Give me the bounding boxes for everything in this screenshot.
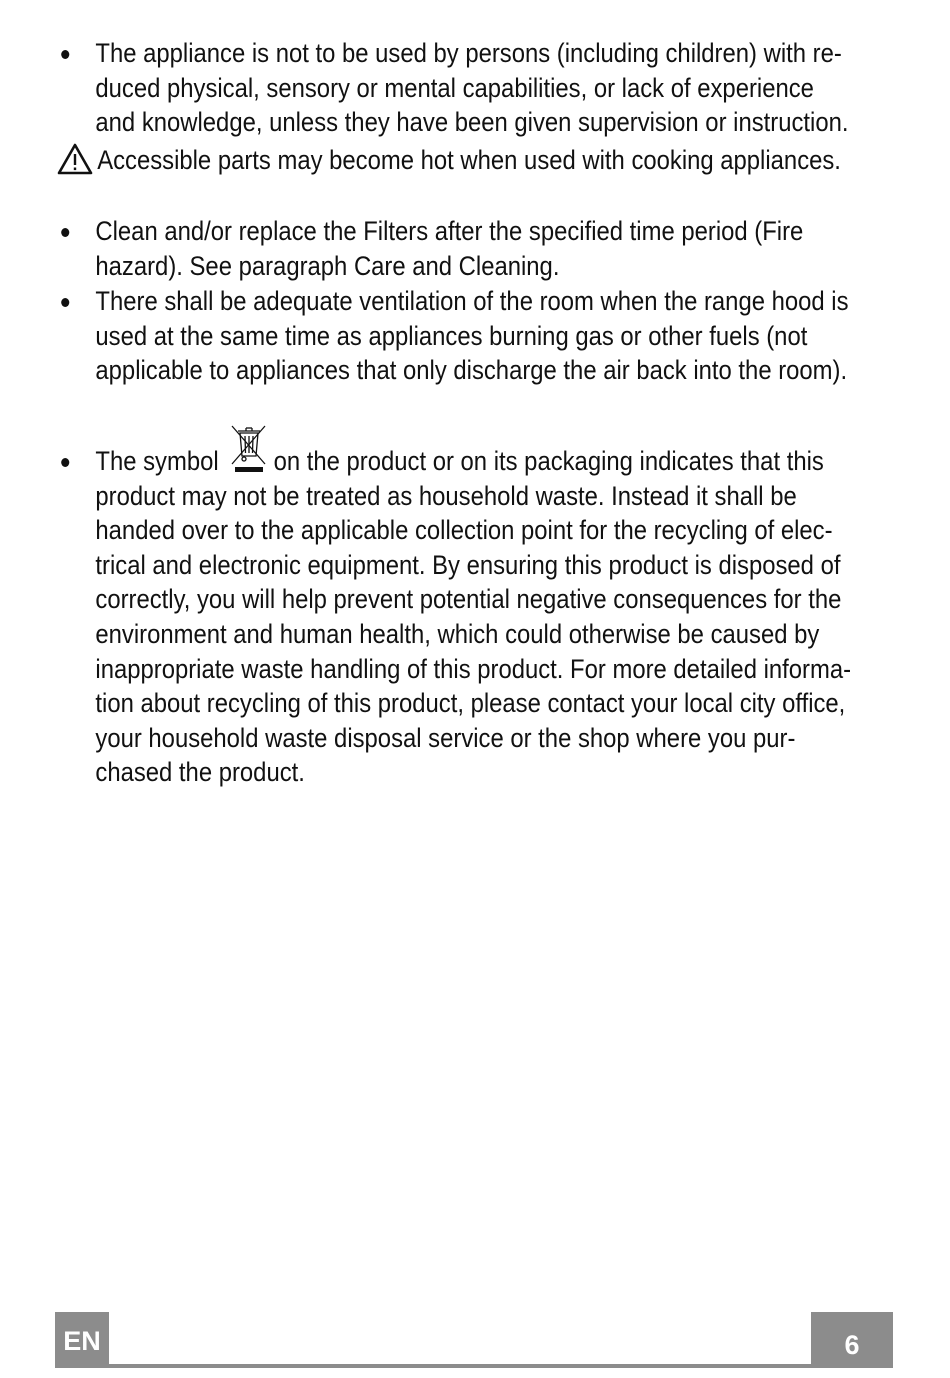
list-item-line: used at the same time as appliances burning gas or other fuels (not	[95, 320, 808, 351]
list-item-line: handed over to the applicable collection point for the recycling of elec-	[95, 515, 833, 546]
list-item-line: The appliance is not to be used by persons (including children) with re-	[95, 38, 842, 68]
list-item-line: product may not be treated as household waste. Instead it shall be	[95, 480, 797, 511]
list-item-line: chased the product.	[95, 757, 305, 788]
list-item-line: There shall be adequate ventilation of the room when the range hood is	[95, 286, 849, 316]
disposal-text-after-symbol: on the product or on its packaging indicates that this	[273, 446, 824, 476]
bullet-icon	[61, 228, 69, 237]
list-item-line: correctly, you will help prevent potential negative consequences for the	[95, 584, 842, 615]
list-item-line: Clean and/or replace the Filters after the specified time period (Fire	[95, 216, 804, 246]
list-item-line: your household waste disposal service or the shop where you pur-	[95, 722, 796, 753]
list-item-line: inappropriate waste handling of this product. For more detailed informa-	[95, 653, 852, 684]
language-tab: EN	[55, 1312, 109, 1368]
bullet-icon	[61, 458, 69, 467]
list-item-line: and knowledge, unless they have been given supervision or instruction.	[95, 107, 849, 138]
list-item-line: applicable to appliances that only discharge the air back into the room).	[95, 355, 848, 386]
crossed-out-wheelie-bin-icon	[227, 422, 271, 474]
list-item-line: trical and electronic equipment. By ensuring this product is disposed of	[95, 549, 841, 580]
list-item-line: hazard). See paragraph Care and Cleaning.	[95, 250, 560, 281]
list-item-line: tion about recycling of this product, please contact your local city office,	[95, 688, 846, 719]
list-item-line: duced physical, sensory or mental capabilities, or lack of experience	[95, 72, 814, 103]
disposal-text-before-symbol: The symbol	[95, 446, 219, 476]
warning-text: Accessible parts may become hot when used with cooking appliances.	[97, 145, 841, 175]
bullet-icon	[61, 298, 69, 307]
page-number: 6	[811, 1312, 893, 1368]
list-item-line: environment and human health, which could otherwise be caused by	[95, 619, 820, 649]
footer-divider	[109, 1364, 811, 1368]
warning-triangle-icon	[57, 143, 93, 175]
bullet-icon	[61, 50, 69, 59]
